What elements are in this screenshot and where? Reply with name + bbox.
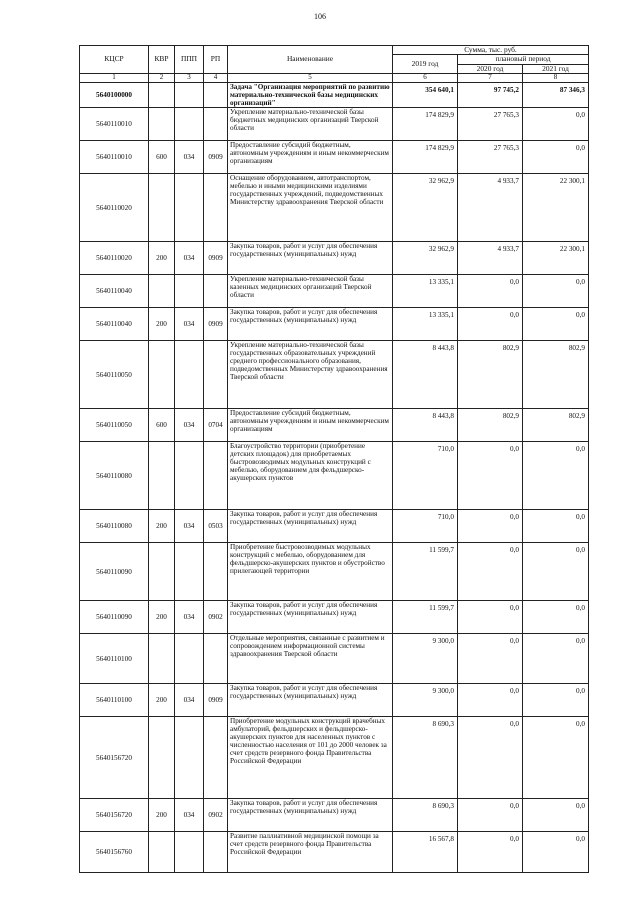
table-row	[80, 799, 589, 832]
amount-2020-cell: 4 933,7	[458, 174, 523, 242]
name-cell: Приобретение быстровозводимых модульных конструкций с мебелью, оборудованием для фельдшерско-акушерских пунктов и обустройство прилегающей территории	[228, 543, 393, 601]
amount-2020-cell: 802,9	[458, 341, 523, 409]
table-row	[80, 684, 589, 717]
table-row	[80, 82, 589, 107]
amount-2019-cell: 11 599,7	[393, 543, 458, 601]
amount-2019-cell: 13 335,1	[393, 275, 458, 308]
ppp-cell: 034	[175, 799, 204, 832]
amount-2019-cell: 174 829,9	[393, 141, 458, 174]
amount-2019-cell: 11 599,7	[393, 601, 458, 634]
kcsr-cell: 5640110020	[80, 242, 149, 275]
kvr-cell	[149, 108, 175, 141]
rp-cell	[204, 275, 228, 308]
kvr-cell: 200	[149, 308, 175, 341]
amount-2020-cell: 0,0	[458, 634, 523, 684]
rp-cell: 0909	[204, 141, 228, 174]
name-cell: Оснащение оборудованием, автотранспортом, мебелью и иными медицинскими изделиями государственных учреждений, подведомственных Министерству здравоохранения Тверской области	[228, 174, 393, 242]
name-cell: Закупка товаров, работ и услуг для обеспечения государственных (муниципальных) нужд	[228, 601, 393, 634]
kvr-cell	[149, 832, 175, 873]
kcsr-cell: 5640110090	[80, 543, 149, 601]
name-cell: Предоставление субсидий бюджетным, автономным учреждениям и иным некоммерческим организациям	[228, 409, 393, 442]
header-planned-period: плановый период	[458, 55, 589, 64]
header-2020: 2020 год	[458, 64, 523, 73]
table-body	[80, 82, 589, 872]
column-index-cell: 8	[523, 73, 589, 82]
ppp-cell: 034	[175, 308, 204, 341]
kcsr-cell: 5640110080	[80, 442, 149, 510]
table-row	[80, 442, 589, 510]
kvr-cell: 600	[149, 409, 175, 442]
rp-cell: 0909	[204, 308, 228, 341]
amount-2019-cell: 174 829,9	[393, 108, 458, 141]
amount-2020-cell: 4 933,7	[458, 242, 523, 275]
amount-2021-cell: 0,0	[523, 141, 589, 174]
header-name: Наименование	[228, 46, 393, 74]
rp-cell	[204, 174, 228, 242]
amount-2021-cell: 0,0	[523, 510, 589, 543]
amount-2021-cell: 0,0	[523, 799, 589, 832]
kcsr-cell: 5640110080	[80, 510, 149, 543]
header-kvr: КВР	[149, 46, 175, 74]
amount-2019-cell: 8 443,8	[393, 341, 458, 409]
ppp-cell: 034	[175, 684, 204, 717]
header-kcsr: КЦСР	[80, 46, 149, 74]
header-2019: 2019 год	[393, 55, 458, 74]
amount-2019-cell: 13 335,1	[393, 308, 458, 341]
ppp-cell	[175, 543, 204, 601]
amount-2020-cell: 0,0	[458, 684, 523, 717]
kvr-cell	[149, 82, 175, 107]
name-cell: Закупка товаров, работ и услуг для обеспечения государственных (муниципальных) нужд	[228, 242, 393, 275]
kcsr-cell: 5640110010	[80, 108, 149, 141]
name-cell: Предоставление субсидий бюджетным, автономным учреждениям и иным некоммерческим организациям	[228, 141, 393, 174]
budget-table	[79, 45, 589, 873]
rp-cell: 0902	[204, 799, 228, 832]
kcsr-cell: 5640156720	[80, 799, 149, 832]
name-cell: Приобретение модульных конструкций врачебных амбулаторий, фельдшерских и фельдшерско-акушерских пунктов для населенных пунктов с численностью населения от 101 до 2000 человек за счет средств резервного фонда Правительства Российской Федерации	[228, 717, 393, 799]
kvr-cell: 200	[149, 510, 175, 543]
kvr-cell	[149, 275, 175, 308]
amount-2020-cell: 802,9	[458, 409, 523, 442]
amount-2020-cell: 0,0	[458, 543, 523, 601]
table-row	[80, 543, 589, 601]
kvr-cell	[149, 442, 175, 510]
table-row	[80, 409, 589, 442]
table-row	[80, 832, 589, 873]
ppp-cell: 034	[175, 242, 204, 275]
amount-2019-cell: 9 300,0	[393, 684, 458, 717]
amount-2021-cell: 0,0	[523, 684, 589, 717]
ppp-cell	[175, 442, 204, 510]
table-row	[80, 601, 589, 634]
amount-2021-cell: 802,9	[523, 341, 589, 409]
kcsr-cell: 5640156720	[80, 717, 149, 799]
header-ppp: ППП	[175, 46, 204, 74]
rp-cell	[204, 543, 228, 601]
table-row	[80, 510, 589, 543]
column-index-cell: 2	[149, 73, 175, 82]
kvr-cell	[149, 341, 175, 409]
header-sum: Сумма, тыс. руб.	[393, 46, 589, 55]
ppp-cell: 034	[175, 409, 204, 442]
rp-cell: 0704	[204, 409, 228, 442]
amount-2021-cell: 0,0	[523, 308, 589, 341]
amount-2019-cell: 9 300,0	[393, 634, 458, 684]
kvr-cell: 200	[149, 601, 175, 634]
amount-2019-cell: 710,0	[393, 442, 458, 510]
ppp-cell: 034	[175, 141, 204, 174]
amount-2020-cell: 97 745,2	[458, 82, 523, 107]
kcsr-cell: 5640110100	[80, 634, 149, 684]
rp-cell	[204, 341, 228, 409]
table-row	[80, 634, 589, 684]
kvr-cell: 200	[149, 242, 175, 275]
column-index-row	[80, 73, 589, 82]
kvr-cell	[149, 543, 175, 601]
amount-2021-cell: 0,0	[523, 634, 589, 684]
ppp-cell	[175, 108, 204, 141]
amount-2021-cell: 0,0	[523, 717, 589, 799]
kcsr-cell: 5640110040	[80, 308, 149, 341]
rp-cell: 0909	[204, 684, 228, 717]
ppp-cell: 034	[175, 601, 204, 634]
amount-2019-cell: 8 690,3	[393, 799, 458, 832]
amount-2021-cell: 87 346,3	[523, 82, 589, 107]
amount-2021-cell: 0,0	[523, 543, 589, 601]
ppp-cell	[175, 341, 204, 409]
amount-2020-cell: 27 765,3	[458, 141, 523, 174]
name-cell: Закупка товаров, работ и услуг для обеспечения государственных (муниципальных) нужд	[228, 684, 393, 717]
amount-2020-cell: 0,0	[458, 510, 523, 543]
amount-2019-cell: 710,0	[393, 510, 458, 543]
kcsr-cell: 5640110020	[80, 174, 149, 242]
ppp-cell	[175, 717, 204, 799]
rp-cell	[204, 634, 228, 684]
name-cell: Укрепление материально-технической базы казенных медицинских организаций Тверской области	[228, 275, 393, 308]
amount-2020-cell: 0,0	[458, 717, 523, 799]
name-cell: Закупка товаров, работ и услуг для обеспечения государственных (муниципальных) нужд	[228, 308, 393, 341]
name-cell: Закупка товаров, работ и услуг для обеспечения государственных (муниципальных) нужд	[228, 510, 393, 543]
ppp-cell	[175, 634, 204, 684]
kcsr-cell: 5640110050	[80, 341, 149, 409]
table-row	[80, 717, 589, 799]
ppp-cell	[175, 832, 204, 873]
amount-2021-cell: 0,0	[523, 442, 589, 510]
rp-cell	[204, 82, 228, 107]
ppp-cell	[175, 82, 204, 107]
table-row	[80, 242, 589, 275]
rp-cell	[204, 108, 228, 141]
amount-2019-cell: 16 567,8	[393, 832, 458, 873]
kcsr-cell: 5640110010	[80, 141, 149, 174]
table-row	[80, 108, 589, 141]
ppp-cell: 034	[175, 510, 204, 543]
table-row	[80, 141, 589, 174]
kvr-cell: 200	[149, 799, 175, 832]
column-index-cell: 6	[393, 73, 458, 82]
amount-2020-cell: 0,0	[458, 601, 523, 634]
rp-cell	[204, 832, 228, 873]
kvr-cell: 600	[149, 141, 175, 174]
rp-cell: 0902	[204, 601, 228, 634]
amount-2020-cell: 27 765,3	[458, 108, 523, 141]
rp-cell	[204, 442, 228, 510]
amount-2019-cell: 8 443,8	[393, 409, 458, 442]
table-row	[80, 308, 589, 341]
amount-2021-cell: 0,0	[523, 108, 589, 141]
name-cell: Развитие паллиативной медицинской помощи за счет средств резервного фонда Правительства Российской Федерации	[228, 832, 393, 873]
column-index-cell: 4	[204, 73, 228, 82]
kcsr-cell: 5640110050	[80, 409, 149, 442]
amount-2021-cell: 22 300,1	[523, 174, 589, 242]
amount-2019-cell: 32 962,9	[393, 242, 458, 275]
rp-cell: 0503	[204, 510, 228, 543]
page-number: 106	[314, 12, 326, 21]
kcsr-cell: 5640110090	[80, 601, 149, 634]
amount-2019-cell: 8 690,3	[393, 717, 458, 799]
kcsr-cell: 5640100000	[80, 82, 149, 107]
kcsr-cell: 5640156760	[80, 832, 149, 873]
kvr-cell	[149, 717, 175, 799]
header-rp: РП	[204, 46, 228, 74]
kvr-cell	[149, 174, 175, 242]
column-index-cell: 5	[228, 73, 393, 82]
column-index-cell: 7	[458, 73, 523, 82]
rp-cell: 0909	[204, 242, 228, 275]
name-cell: Благоустройство территории (приобретение детских площадок) для приобретаемых быстровозводимых модульных конструкций с мебелью, оборудованием для фельдшерско-акушерских пунктов	[228, 442, 393, 510]
kvr-cell	[149, 634, 175, 684]
table-row	[80, 174, 589, 242]
table-row	[80, 341, 589, 409]
table-row	[80, 275, 589, 308]
amount-2021-cell: 802,9	[523, 409, 589, 442]
amount-2019-cell: 32 962,9	[393, 174, 458, 242]
rp-cell	[204, 717, 228, 799]
kvr-cell: 200	[149, 684, 175, 717]
amount-2020-cell: 0,0	[458, 442, 523, 510]
amount-2021-cell: 22 300,1	[523, 242, 589, 275]
name-cell: Укрепление материально-технической базы государственных образовательных учреждений среднего профессионального образования, подведомственных Министерству здравоохранения Тверской области	[228, 341, 393, 409]
amount-2021-cell: 0,0	[523, 275, 589, 308]
amount-2020-cell: 0,0	[458, 308, 523, 341]
name-cell: Закупка товаров, работ и услуг для обеспечения государственных (муниципальных) нужд	[228, 799, 393, 832]
amount-2019-cell: 354 640,1	[393, 82, 458, 107]
amount-2020-cell: 0,0	[458, 832, 523, 873]
amount-2021-cell: 0,0	[523, 832, 589, 873]
name-cell: Отдельные мероприятия, связанные с развитием и сопровождением информационной системы здравоохранения Тверской области	[228, 634, 393, 684]
amount-2020-cell: 0,0	[458, 275, 523, 308]
column-index-cell: 3	[175, 73, 204, 82]
kcsr-cell: 5640110100	[80, 684, 149, 717]
name-cell: Задача "Организация мероприятий по развитию материально-технической базы медицинских организаций"	[228, 82, 393, 107]
kcsr-cell: 5640110040	[80, 275, 149, 308]
ppp-cell	[175, 174, 204, 242]
column-index-cell: 1	[80, 73, 149, 82]
amount-2020-cell: 0,0	[458, 799, 523, 832]
ppp-cell	[175, 275, 204, 308]
amount-2021-cell: 0,0	[523, 601, 589, 634]
header-2021: 2021 год	[523, 64, 589, 73]
name-cell: Укрепление материально-технической базы бюджетных медицинских организаций Тверской области	[228, 108, 393, 141]
